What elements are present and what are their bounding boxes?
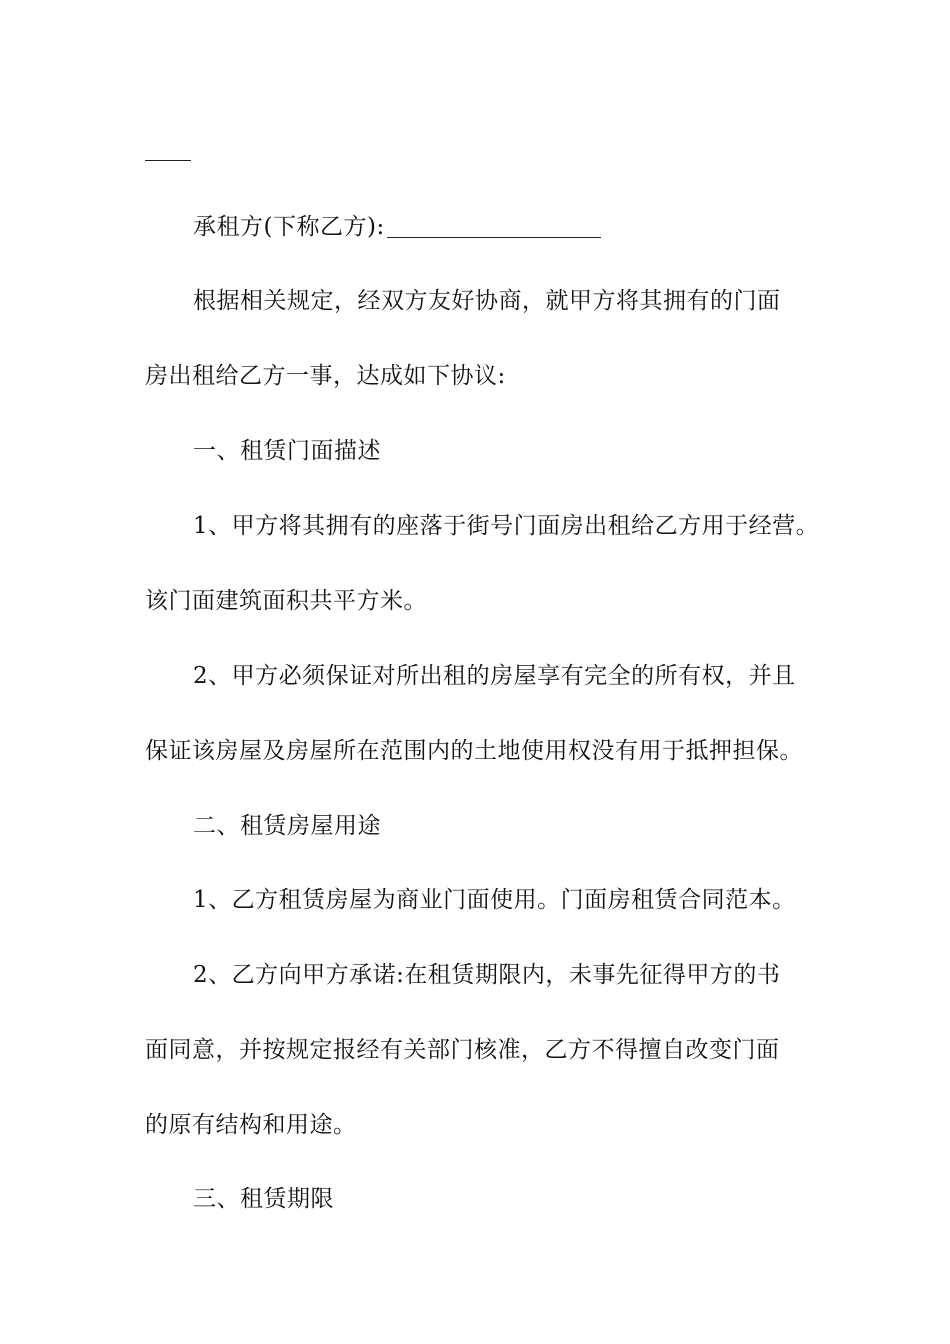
paragraph-line: 2、乙方向甲方承诺:在租赁期限内，未事先征得甲方的书 <box>193 962 781 988</box>
lessee-label: 承租方(下称乙方): <box>193 214 385 240</box>
paragraph-line: 房出租给乙方一事，达成如下协议: <box>145 363 506 389</box>
lessee-line <box>193 212 873 242</box>
lessee-name-blank <box>387 215 601 238</box>
section-heading: 二、租赁房屋用途 <box>193 813 381 839</box>
paragraph-line: 该门面建筑面积共平方米。 <box>145 588 427 614</box>
paragraph-line: 1、乙方租赁房屋为商业门面使用。门面房租赁合同范本。 <box>193 887 796 913</box>
paragraph-line: 2、甲方必须保证对所出租的房屋享有完全的所有权，并且 <box>193 663 796 689</box>
paragraph-line: 面同意，并按规定报经有关部门核准，乙方不得擅自改变门面 <box>145 1037 780 1063</box>
section-heading: 一、租赁门面描述 <box>193 438 381 464</box>
paragraph-line: 根据相关规定，经双方友好协商，就甲方将其拥有的门面 <box>193 288 781 314</box>
paragraph-line: 保证该房屋及房屋所在范围内的土地使用权没有用于抵押担保。 <box>145 738 803 764</box>
section-heading: 三、租赁期限 <box>193 1186 334 1212</box>
paragraph-line: 1、甲方将其拥有的座落于街号门面房出租给乙方用于经营。 <box>193 513 820 539</box>
paragraph-line: 的原有结构和用途。 <box>145 1112 357 1138</box>
blank-line-continuation <box>145 160 191 161</box>
